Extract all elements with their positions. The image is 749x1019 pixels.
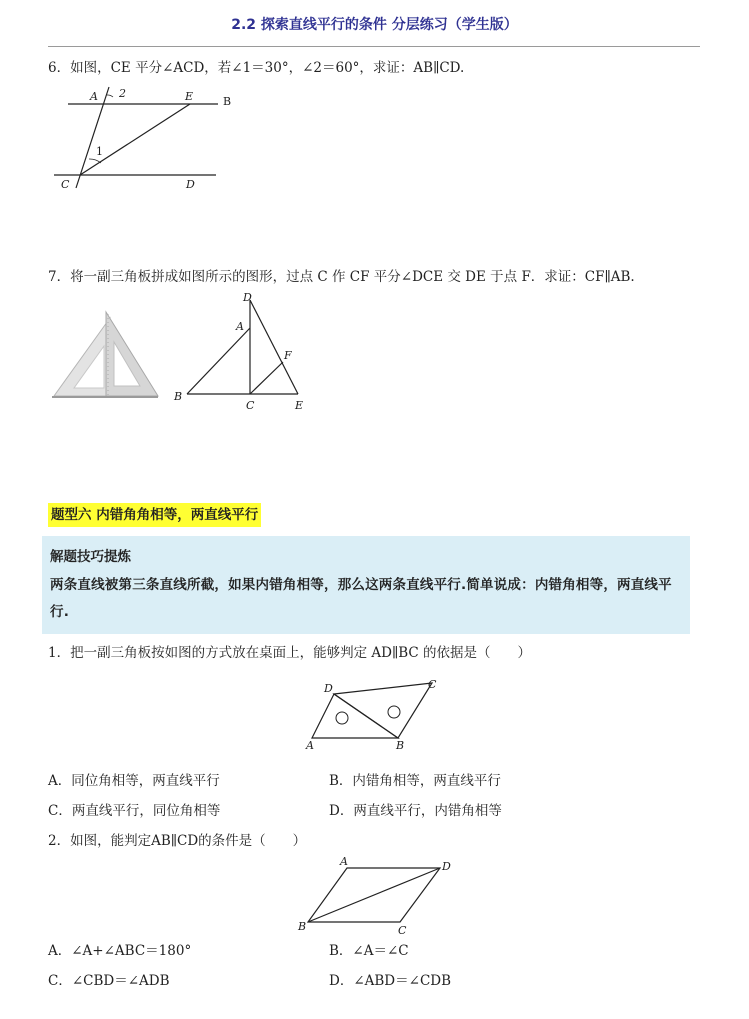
q6-label-b: B — [223, 95, 232, 108]
mc2-option-b[interactable]: B．∠A＝∠C — [329, 943, 409, 959]
mc1-label-a: A — [306, 739, 314, 752]
mc1-label-b: B — [396, 739, 405, 752]
mc2-label-b: B — [298, 920, 307, 933]
q6-label-1: 1 — [96, 145, 103, 158]
mc2-label-a: A — [340, 856, 348, 868]
q6-label-c: C — [61, 178, 70, 191]
mc2-label-d: D — [442, 860, 451, 873]
q7-label-a: A — [236, 320, 244, 333]
page-header: 2.2 探索直线平行的条件 分层练习（学生版） — [231, 17, 518, 33]
tip-title: 解题技巧提炼 — [50, 549, 131, 565]
header-divider — [48, 46, 700, 47]
section-title: 题型六 内错角角相等，两直线平行 — [48, 503, 261, 527]
q7-label-c: C — [246, 399, 255, 412]
question-7-text: 7．将一副三角板拼成如图所示的图形，过点 C 作 CF 平分∠DCE 交 DE 于点 F．求证：CF∥AB. — [48, 269, 635, 285]
mc1-figure — [300, 676, 450, 752]
q6-label-2: 2 — [119, 87, 126, 100]
tip-box — [42, 536, 690, 634]
q6-label-e: E — [185, 90, 194, 103]
q6-label-a: A — [90, 90, 98, 103]
mc1-option-a[interactable]: A．同位角相等，两直线平行 — [48, 773, 220, 789]
q7-label-f: F — [284, 349, 292, 362]
mc2-label-c: C — [398, 924, 407, 937]
mc2-option-a[interactable]: A．∠A+∠ABC＝180° — [48, 943, 192, 959]
question-6-text: 6．如图，CE 平分∠ACD，若∠1＝30°，∠2＝60°，求证：AB∥CD. — [48, 60, 465, 76]
mc2-figure — [292, 856, 462, 938]
mc1-option-c[interactable]: C．两直线平行，同位角相等 — [48, 803, 221, 819]
mc2-option-d[interactable]: D．∠ABD＝∠CDB — [329, 973, 452, 989]
mc2-question: 2．如图，能判定AB∥CD的条件是（ ） — [48, 833, 307, 849]
q6-label-d: D — [186, 178, 195, 191]
mc1-option-b[interactable]: B．内错角相等，两直线平行 — [329, 773, 501, 789]
mc1-question: 1．把一副三角板按如图的方式放在桌面上，能够判定 AD∥BC 的依据是（ ） — [48, 645, 531, 661]
question-7-figure — [170, 290, 320, 415]
question-6-figure — [46, 84, 246, 199]
q7-label-e: E — [295, 399, 304, 412]
q7-label-b: B — [174, 390, 183, 403]
tip-body: 两条直线被第三条直线所截，如果内错角相等，那么这两条直线平行.简单说成：内错角相等，两直线平行. — [50, 577, 672, 620]
mc1-label-d: D — [324, 682, 333, 695]
q7-label-d: D — [243, 291, 252, 304]
mc1-label-c: C — [428, 678, 437, 691]
set-squares-photo — [48, 310, 160, 400]
mc2-option-c[interactable]: C．∠CBD＝∠ADB — [48, 973, 170, 989]
mc1-option-d[interactable]: D．两直线平行，内错角相等 — [329, 803, 502, 819]
